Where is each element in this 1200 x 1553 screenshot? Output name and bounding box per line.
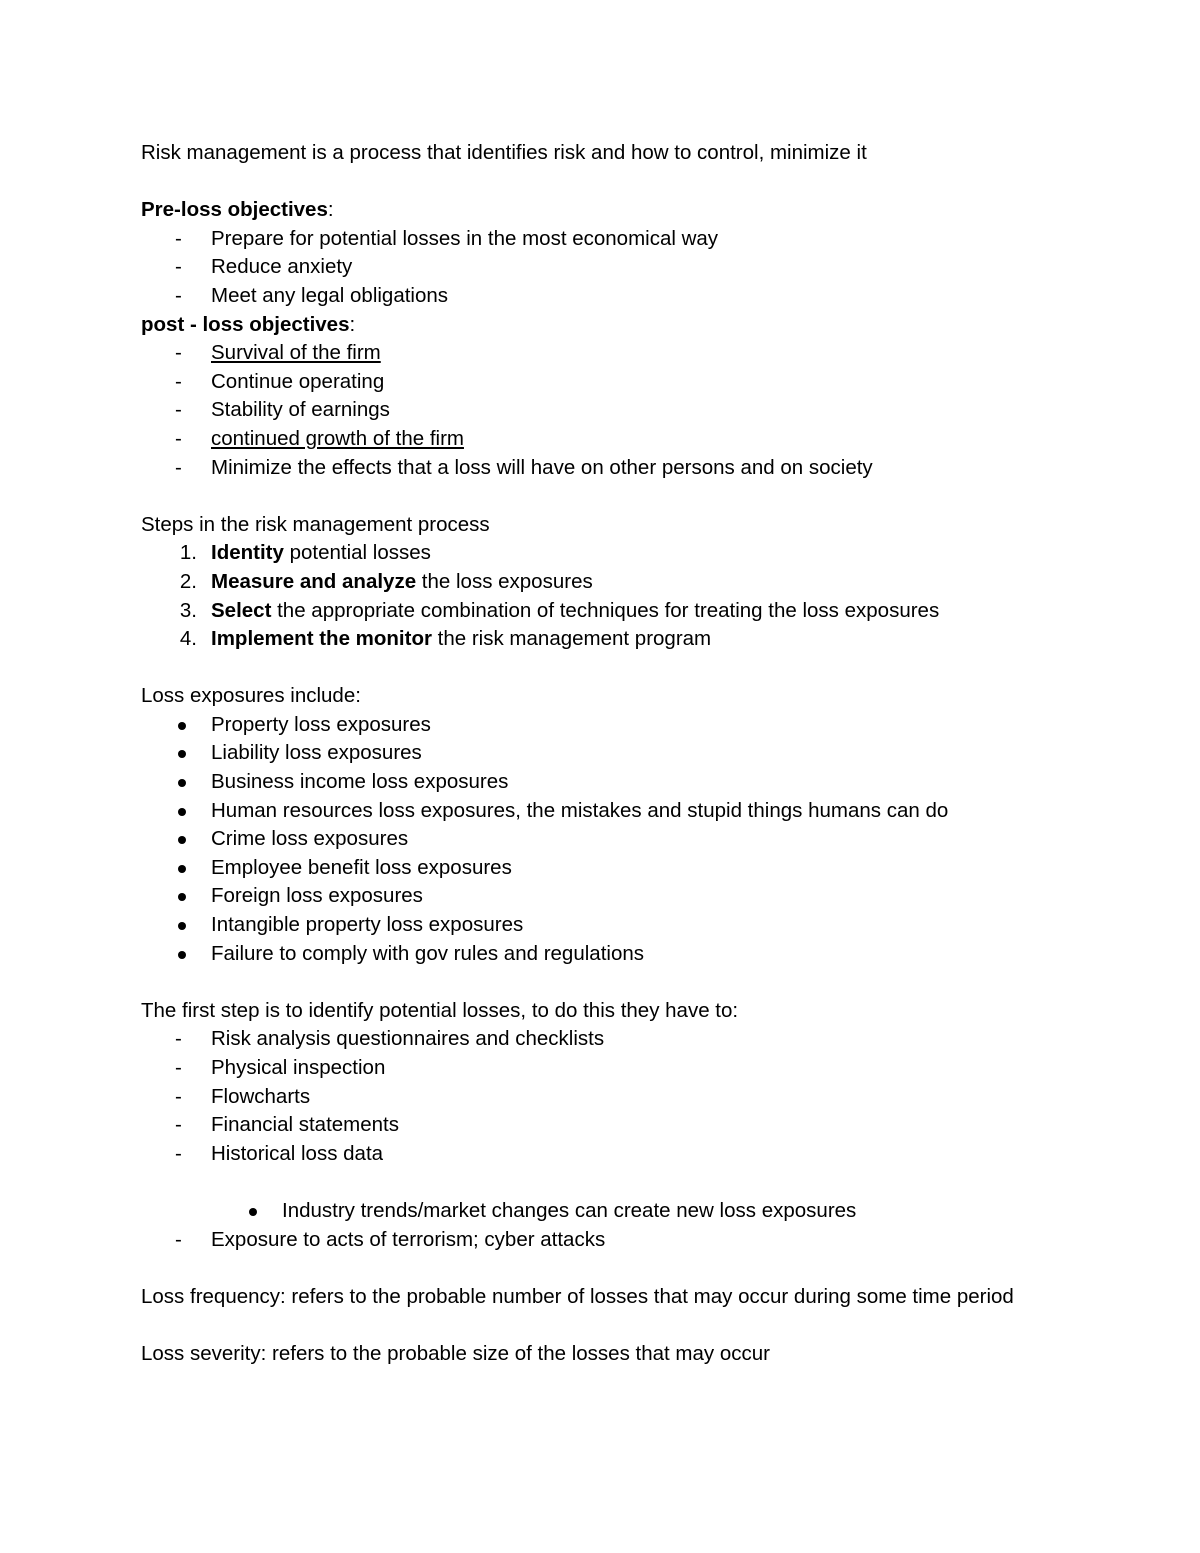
steps-heading: Steps in the risk management process [141,512,490,536]
bullet-item [141,768,1101,797]
list-item [141,253,1101,282]
list-item-text: Physical inspection [211,1056,386,1079]
dash-marker: - [175,341,182,365]
list-item-text-underlined: continued growth of the firm [211,426,464,450]
list-item [141,1111,1101,1140]
bullet-text: Foreign loss exposures [211,884,423,908]
list-item-text: Risk analysis questionnaires and checklists [211,1027,605,1051]
list-item-text: Prepare for potential losses in the most economical way [211,226,719,250]
item-number: 3. [179,598,197,622]
list-item [141,1226,1101,1255]
bullet-icon [178,865,186,873]
bullet-item [141,940,1101,969]
item-bold-text: Identity [211,541,284,565]
dash-marker: - [175,1113,182,1137]
item-number: 4. [179,627,197,651]
spacer [141,968,1101,997]
intro-paragraph: Risk management is a process that identifies risk and how to control, minimize it [141,141,867,164]
item-bold-text: Measure and analyze [211,569,417,593]
numbered-item [141,539,1101,568]
list-item-text: Exposure to acts of terrorism; cyber attacks [211,1227,606,1251]
bullet-icon [178,836,186,844]
bullet-icon [178,722,186,730]
pre-loss-heading-line [141,196,1101,225]
numbered-item [141,568,1101,597]
bullet-text: Liability loss exposures [211,741,422,765]
dash-marker: - [175,1056,182,1079]
bullet-icon [249,1208,257,1216]
list-item [141,368,1101,397]
bullet-icon [178,779,186,787]
loss-severity-paragraph: Loss severity: refers to the probable size of the losses that may occur [141,1341,770,1365]
list-item [141,454,1101,483]
dash-marker: - [175,1227,182,1251]
bullet-icon [178,750,186,758]
bullet-item [141,854,1101,883]
exposures-heading: Loss exposures include: [141,684,361,708]
dash-marker: - [175,255,182,279]
list-item-text: Stability of earnings [211,398,390,422]
bullet-text: Intangible property loss exposures [211,913,524,937]
item-number: 2. [179,569,197,593]
list-item [141,225,1101,254]
post-loss-heading: post - loss objectives [141,312,350,336]
bullet-text: Business income loss exposures [211,770,509,794]
dash-marker: - [175,283,182,307]
list-item-text: Historical loss data [211,1141,384,1165]
spacer [141,654,1101,683]
list-item [141,1025,1101,1054]
numbered-item [141,597,1101,626]
spacer [141,168,1101,197]
item-number: 1. [179,541,197,565]
bullet-icon [178,951,186,959]
item-text: the loss exposures [416,569,593,593]
list-item-text-underlined: Survival of the firm [211,341,381,365]
bullet-item [141,911,1101,940]
bullet-text: Property loss exposures [211,712,431,736]
pre-loss-heading: Pre-loss objectives [141,198,328,222]
dash-marker: - [175,1027,182,1051]
post-loss-heading-line [141,311,1101,340]
dash-marker: - [175,369,182,393]
list-item [141,396,1101,425]
list-item-text: Reduce anxiety [211,255,353,279]
bullet-item [141,797,1101,826]
bullet-item [141,711,1101,740]
spacer [141,1254,1101,1283]
first-step-heading: The first step is to identify potential losses, to do this they have to: [141,998,739,1022]
bullet-text: Crime loss exposures [211,827,409,851]
bullet-text: Employee benefit loss exposures [211,855,512,879]
dash-marker: - [175,455,182,479]
post-loss-heading-colon: : [349,312,356,336]
list-item-text: Flowcharts [211,1084,311,1108]
loss-frequency-paragraph: Loss frequency: refers to the probable number of losses that may occur during some time period [141,1284,1014,1308]
bullet-text: Industry trends/market changes can create new loss exposures [282,1198,857,1222]
document-page [141,139,1101,1369]
list-item [141,282,1101,311]
sub-bullet-item [141,1197,1101,1226]
item-text: the risk management program [431,627,712,651]
dash-marker: - [175,1141,182,1165]
list-item [141,425,1101,454]
pre-loss-heading-colon: : [327,198,334,222]
dash-marker: - [175,226,182,250]
spacer [141,482,1101,511]
spacer [141,1168,1101,1197]
bullet-icon [178,893,186,901]
list-item [141,1054,1101,1083]
list-item-text: Continue operating [211,369,385,393]
item-text: potential losses [283,541,431,565]
numbered-item [141,625,1101,654]
dash-marker: - [175,426,182,450]
list-item-text: Minimize the effects that a loss will have on other persons and on society [211,455,873,479]
dash-marker: - [175,398,182,422]
bullet-icon [178,922,186,930]
item-text: the appropriate combination of techniques for treating the loss exposures [271,598,940,622]
list-item [141,339,1101,368]
bullet-icon [178,808,186,816]
bullet-item [141,882,1101,911]
list-item-text: Meet any legal obligations [211,283,449,307]
bullet-item [141,739,1101,768]
dash-marker: - [175,1084,182,1108]
item-bold-text: Select [211,598,272,622]
bullet-text: Failure to comply with gov rules and regulations [211,941,644,965]
item-bold-text: Implement the monitor [211,627,432,651]
list-item [141,1083,1101,1112]
list-item-text: Financial statements [211,1113,400,1137]
bullet-text: Human resources loss exposures, the mistakes and stupid things humans can do [211,798,949,822]
spacer [141,1311,1101,1340]
list-item [141,1140,1101,1169]
bullet-item [141,825,1101,854]
